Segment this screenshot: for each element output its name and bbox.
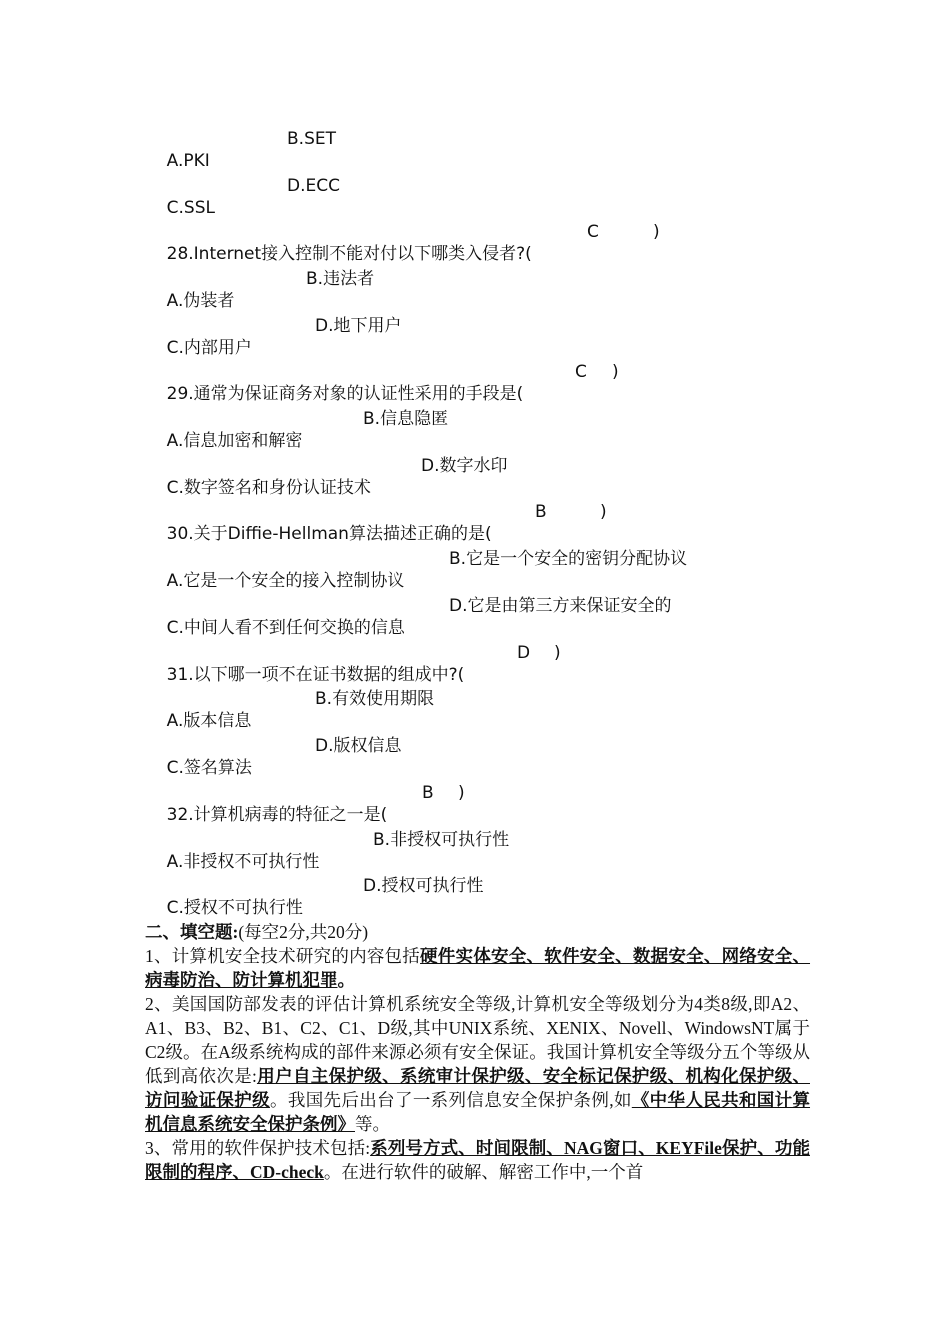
paragraph-1	[145, 944, 810, 992]
option-c: C.授权不可执行性	[166, 898, 303, 918]
answer: C	[587, 222, 599, 242]
option-d: D.版权信息	[315, 736, 402, 756]
answer: D	[517, 643, 531, 663]
text: 。我国先后出台了一系列信息安全保护条例,如	[269, 1090, 632, 1110]
question-paren: )	[653, 222, 660, 242]
question-paren: )	[458, 783, 465, 803]
question-paren: )	[612, 362, 619, 382]
section-heading	[145, 920, 810, 944]
question-paren: )	[600, 502, 607, 522]
option-b: B.有效使用期限	[315, 689, 435, 709]
answer: C	[575, 362, 587, 382]
question-paren: )	[554, 643, 561, 663]
text: 1、计算机安全技术研究的内容包括	[145, 946, 421, 966]
option-b: B.信息隐匿	[363, 409, 449, 429]
option-c: C.签名算法	[166, 758, 252, 778]
option-a: A.它是一个安全的接入控制协议	[166, 571, 405, 591]
text: 3、常用的软件保护技术包括:	[145, 1138, 371, 1158]
paragraph-2	[145, 992, 810, 1136]
option-d: D.ECC	[287, 176, 340, 196]
question-text: 30.关于Diffie-Hellman算法描述正确的是(	[166, 524, 492, 544]
option-c: C.中间人看不到任何交换的信息	[166, 618, 405, 638]
option-a: A.PKI	[166, 151, 210, 171]
text: 2、美国国防部发表的评估计算机系统安全等级,计算机安全等级划分为4类8级,即A2、A1、B3、B2、B1、C2、C1、D级,其中UNIX系统、XENIX、Novell、WindowsNT属于C2级。在A级系统构成的部件来源必须有安全保证。我国计算机安全等级分五个等级从低到高依次是:	[145, 994, 810, 1086]
option-b: B.它是一个安全的密钥分配协议	[449, 549, 688, 569]
option-d: D.授权可执行性	[363, 876, 484, 896]
text: 等。	[355, 1114, 390, 1134]
text: 。	[337, 970, 355, 990]
question-text: 32.计算机病毒的特征之一是(	[166, 805, 388, 825]
option-c: C.内部用户	[166, 338, 252, 358]
text: 。在进行软件的破解、解密工作中,一个首	[323, 1162, 644, 1182]
option-a: A.信息加密和解密	[166, 431, 303, 451]
question-text: 28.Internet接入控制不能对付以下哪类入侵者?(	[166, 244, 532, 264]
answer-text: 《中华人民共和国计算机信息系统安全保护条例》	[145, 1090, 811, 1134]
option-a: A.伪装者	[166, 291, 235, 311]
fill-section	[145, 920, 810, 1184]
question-text: 31.以下哪一项不在证书数据的组成中?(	[166, 665, 465, 685]
option-a: A.版本信息	[166, 711, 252, 731]
answer: B	[422, 783, 434, 803]
answer-text: 系列号方式、时间限制、NAG窗口、KEYFile保护、功能限制的程序、CD-check	[145, 1138, 810, 1182]
option-c: C.数字签名和身份认证技术	[166, 478, 371, 498]
section-title: 二、填空题:	[145, 922, 239, 942]
question-text: 29.通常为保证商务对象的认证性采用的手段是(	[166, 384, 524, 404]
option-d: D.地下用户	[315, 316, 402, 336]
option-b: B.违法者	[306, 269, 375, 289]
answer: B	[535, 502, 547, 522]
option-b: B.SET	[287, 129, 336, 149]
paragraph-3	[145, 1136, 810, 1184]
answer-text: 硬件实体安全、软件安全、数据安全、网络安全、病毒防治、防计算机犯罪	[145, 946, 811, 990]
option-b: B.非授权可执行性	[373, 830, 510, 850]
answer-text: 用户自主保护级、系统审计保护级、安全标记保护级、机构化保护级、访问验证保护级	[145, 1066, 810, 1110]
option-c: C.SSL	[166, 198, 215, 218]
option-d: D.数字水印	[421, 456, 508, 476]
option-a: A.非授权不可执行性	[166, 852, 320, 872]
section-note: (每空2分,共20分)	[238, 922, 369, 942]
option-d: D.它是由第三方来保证安全的	[449, 596, 672, 616]
